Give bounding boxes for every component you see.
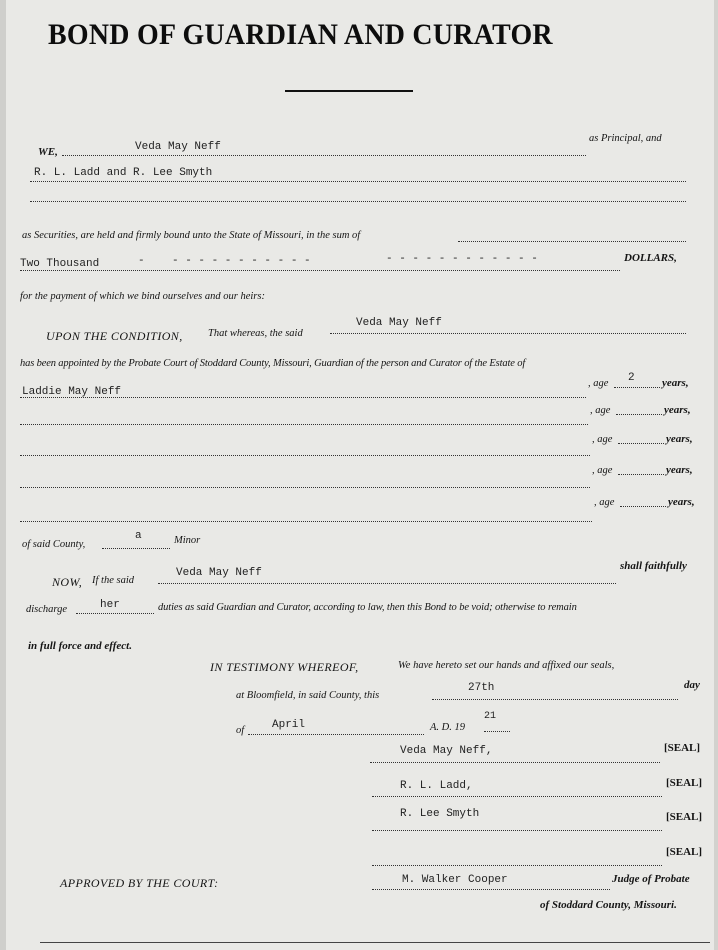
- appointed-text: has been appointed by the Probate Court of Stoddard County, Missouri, Guardian of the person and Curator of the Estate of: [20, 358, 526, 369]
- county-suffix: Minor: [174, 535, 201, 546]
- day-value: 27th: [468, 682, 495, 694]
- condition-text: That whereas, the said: [208, 328, 303, 339]
- age-line: [616, 414, 662, 415]
- minor-line: [20, 521, 592, 522]
- age-label: , age: [592, 465, 613, 476]
- minor-name: Laddie May Neff: [22, 386, 122, 398]
- pronoun-line: [76, 613, 154, 614]
- ad-label: A. D. 19: [430, 722, 465, 733]
- age-label: , age: [594, 497, 615, 508]
- minor-line: [20, 397, 586, 398]
- testimony-text: We have hereto set our hands and affixed our seals,: [398, 660, 615, 671]
- title-rule: [285, 90, 413, 92]
- years-label: years,: [662, 377, 689, 389]
- age-line: [618, 474, 664, 475]
- age-line: [618, 443, 664, 444]
- now-name: Veda May Neff: [176, 567, 262, 579]
- seal-label: [SEAL]: [664, 742, 701, 754]
- condition-line: [330, 333, 686, 334]
- signature-line: [372, 830, 662, 831]
- county-approval-text: of Stoddard County, Missouri.: [540, 899, 677, 911]
- testimony-heading: IN TESTIMONY WHEREOF,: [210, 660, 359, 674]
- principal-name: Veda May Neff: [135, 141, 221, 153]
- sum-dash-3: - - - - - - - - - - - -: [386, 253, 538, 265]
- judge-title: Judge of Probate: [612, 873, 690, 885]
- minor-line: [20, 455, 590, 456]
- full-force-text: in full force and effect.: [28, 640, 132, 652]
- year-line: [484, 731, 510, 732]
- county-prefix: of said County,: [22, 539, 86, 550]
- years-label: years,: [666, 464, 693, 476]
- age-line: [614, 387, 660, 388]
- sum-dash-2: - - - - - - - - - - -: [172, 255, 311, 267]
- years-label: years,: [666, 433, 693, 445]
- year-value: 21: [484, 711, 497, 722]
- duties-text: duties as said Guardian and Curator, according to law, then this Bond to be void; otherwise to remain: [158, 602, 577, 613]
- age-line: [620, 506, 666, 507]
- signature-line: [372, 796, 662, 797]
- principal-line: [62, 155, 586, 156]
- age-label: , age: [592, 434, 613, 445]
- payment-text: for the payment of which we bind ourselves and our heirs:: [20, 291, 265, 302]
- sureties-line-2: [30, 201, 686, 202]
- signature-line: [372, 865, 662, 866]
- condition-label: UPON THE CONDITION,: [46, 329, 183, 343]
- county-line: [102, 548, 170, 549]
- years-label: years,: [664, 404, 691, 416]
- dollars-label: DOLLARS,: [624, 252, 677, 264]
- judge-line: [372, 889, 610, 890]
- pronoun-value: her: [100, 599, 120, 611]
- we-label: WE,: [38, 146, 58, 158]
- scan-edge-left: [0, 0, 6, 950]
- month-line: [248, 734, 424, 735]
- location-text: at Bloomfield, in said County, this: [236, 690, 380, 701]
- amount-line: [20, 270, 620, 271]
- seal-label: [SEAL]: [666, 811, 703, 823]
- shall-faithfully: shall faithfully: [620, 560, 687, 572]
- of-label: of: [236, 725, 245, 736]
- now-label: NOW,: [52, 575, 83, 589]
- age-label: , age: [588, 378, 609, 389]
- minor-line: [20, 424, 588, 425]
- signature-name: Veda May Neff,: [400, 745, 493, 757]
- document-title: BOND OF GUARDIAN AND CURATOR: [48, 18, 553, 51]
- scan-edge-right: [714, 0, 718, 950]
- sum-amount: Two Thousand: [20, 258, 100, 270]
- approval-label: APPROVED BY THE COURT:: [60, 876, 219, 890]
- month-value: April: [272, 719, 306, 731]
- age-label: , age: [590, 405, 611, 416]
- day-label: day: [684, 679, 700, 691]
- condition-guardian-name: Veda May Neff: [356, 317, 442, 329]
- years-label: years,: [668, 496, 695, 508]
- now-text: If the said: [92, 575, 134, 586]
- county-value: a: [135, 530, 142, 542]
- securities-text: as Securities, are held and firmly bound unto the State of Missouri, in the sum of: [22, 230, 361, 241]
- as-principal-text: as Principal, and: [589, 133, 662, 144]
- minor-age: 2: [628, 372, 635, 384]
- judge-name: M. Walker Cooper: [402, 874, 508, 886]
- bottom-rule: [40, 942, 710, 943]
- sureties-names: R. L. Ladd and R. Lee Smyth: [34, 167, 213, 179]
- sureties-line: [30, 181, 686, 182]
- now-line: [158, 583, 616, 584]
- signature-name: R. Lee Smyth: [400, 808, 480, 820]
- day-line: [432, 699, 678, 700]
- sum-dash-1: -: [138, 255, 145, 267]
- signature-name: R. L. Ladd,: [400, 780, 473, 792]
- sum-line: [458, 241, 686, 242]
- seal-label: [SEAL]: [666, 777, 703, 789]
- minor-line: [20, 487, 590, 488]
- seal-label: [SEAL]: [666, 846, 703, 858]
- discharge-label: discharge: [26, 604, 68, 615]
- signature-line: [370, 762, 660, 763]
